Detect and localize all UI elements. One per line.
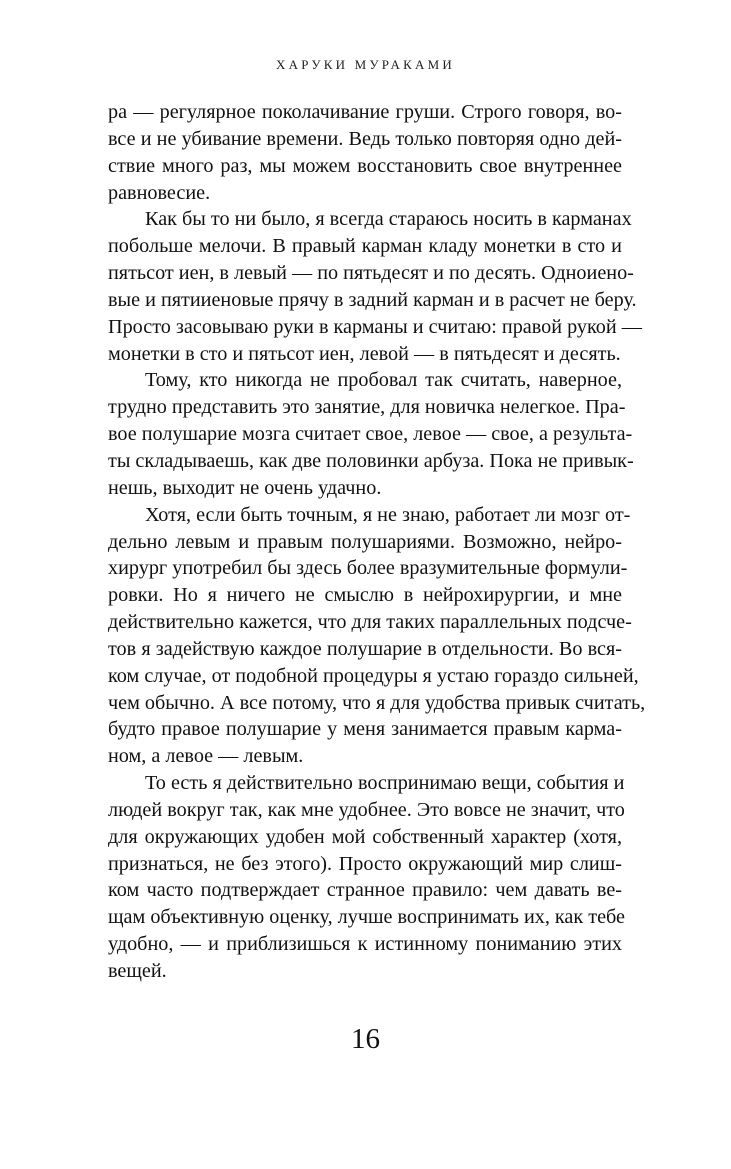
text-line: тов я задействую каждое полушарие в отдельности. Во вся- (108, 637, 622, 660)
text-line: ком случае, от подобной процедуры я устаю гораздо сильней, (108, 664, 639, 687)
text-line: нешь, выходит не очень удачно. (108, 476, 382, 499)
text-line: Тому, кто никогда не пробовал так считать, наверное, (145, 369, 622, 392)
running-header: ХАРУКИ МУРАКАМИ (276, 57, 455, 72)
text-line: ном, а левое — левым. (108, 745, 304, 768)
paragraph-2 (108, 206, 642, 367)
text-line: ра — регулярное поколачивание груши. Строго говоря, во- (108, 101, 622, 123)
text-line: для окружающих удобен мой собственный характер (хотя, (108, 825, 622, 848)
paragraph-5 (108, 770, 625, 985)
text-line: удобно, — и приблизишься к истинному пониманию этих (108, 933, 622, 956)
text-line: Как бы то ни было, я всегда стараюсь носить в карманах (145, 208, 632, 231)
page-number: 16 (351, 1023, 380, 1055)
text-line: пятьсот иен, в левый — по пятьдесят и по десять. Одноиено- (108, 262, 634, 285)
text-line: ровки. Но я ничего не смыслю в нейрохирургии, и мне (108, 584, 622, 607)
text-line: Хотя, если быть точным, я не знаю, работает ли мозг от- (145, 503, 631, 526)
paragraph-4 (108, 502, 646, 770)
text-line: ком часто подтверждает странное правило: чем давать ве- (108, 879, 622, 902)
text-line: ты складываешь, как две половинки арбуза. Пока не привык- (108, 449, 634, 472)
text-line: дельно левым и правым полушариями. Возможно, нейро- (108, 530, 622, 553)
text-line: побольше мелочи. В правый карман кладу монетки в сто и (108, 235, 622, 258)
text-line: действительно кажется, что для таких параллельных подсче- (108, 611, 632, 634)
text-line: чем обычно. А все потому, что я для удобства привык считать, (108, 691, 646, 714)
text-line: все и не убивание времени. Ведь только повторяя одно дей- (108, 127, 622, 150)
text-line: То есть я действительно воспринимаю вещи, события и (145, 772, 625, 795)
paragraph-3 (108, 367, 634, 501)
text-line: вое полушарие мозга считает свое, левое — свое, а результа- (108, 423, 633, 446)
text-line: будто правое полушарие у меня занимается правым карма- (108, 718, 622, 741)
body-text (108, 99, 646, 985)
text-line: вещей. (108, 960, 167, 982)
text-line: хирург употребил бы здесь более вразумительные формули- (108, 557, 628, 580)
paragraph-1 (108, 99, 622, 206)
text-line: людей вокруг так, как мне удобнее. Это вовсе не значит, что (108, 798, 625, 821)
text-line: монетки в сто и пятьсот иен, левой — в пятьдесят и десять. (108, 342, 621, 365)
text-line: трудно представить это занятие, для новичка нелегкое. Пра- (108, 396, 626, 419)
text-line: равновесие. (108, 181, 211, 204)
text-line: ствие много раз, мы можем восстановить свое внутреннее (108, 154, 622, 177)
text-line: признаться, не без этого). Просто окружающий мир слиш- (108, 852, 622, 875)
text-line: щам объективную оценку, лучше воспринимать их, как тебе (108, 906, 625, 929)
text-line: Просто засовываю руки в карманы и считаю: правой рукой — (108, 315, 642, 338)
text-line: вые и пятииеновые прячу в задний карман и в расчет не беру. (108, 288, 637, 311)
